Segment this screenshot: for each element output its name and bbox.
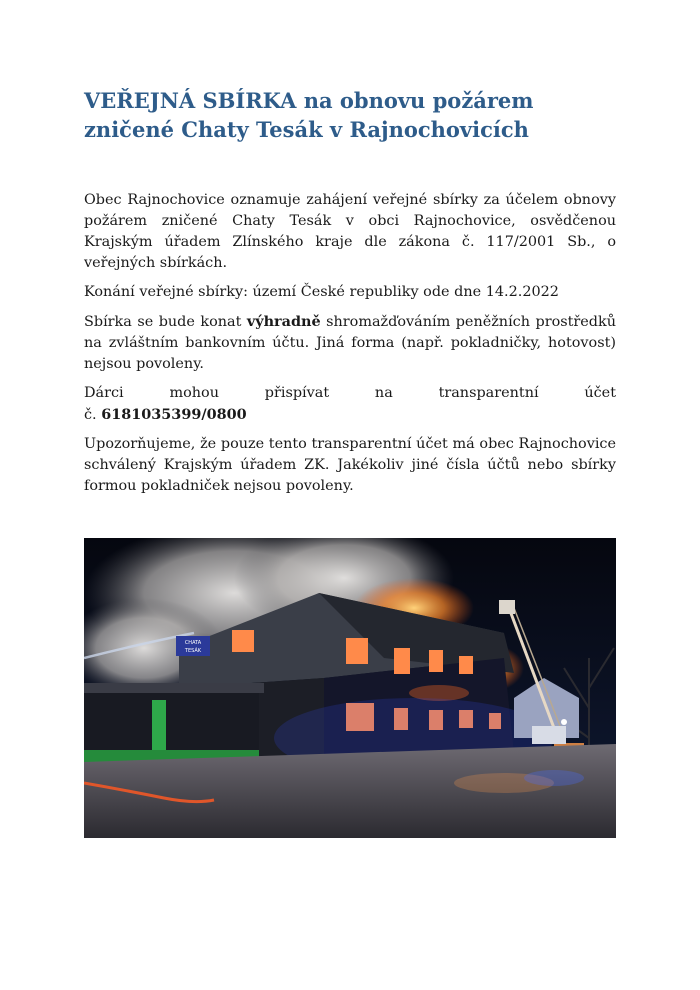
title-line-1: VEŘEJNÁ SBÍRKA na obnovu požárem: [84, 88, 534, 113]
sign-text-line-2: TESÁK: [184, 648, 202, 654]
donor-word: mohou: [169, 385, 219, 401]
donor-line: [84, 383, 616, 404]
fire-photo-illustration: [84, 538, 616, 838]
donor-word: Dárci: [84, 385, 124, 401]
title-line-2: zničené Chaty Tesák v Rajnochovicích: [84, 117, 529, 142]
donor-word: přispívat: [264, 385, 330, 401]
paragraph-collection-method: [84, 311, 616, 375]
method-text-after: shromažďováním peněžních prostředků na zvláštním bankovním účtu. Jiná forma (např. pokladničky, hotovost) nejsou povoleny.: [84, 314, 616, 372]
green-door: [152, 700, 166, 750]
paragraph-collection-scope: Konání veřejné sbírky: území České republiky ode dne 14.2.2022: [84, 284, 559, 300]
bank-account-number: 6181035399/0800: [101, 406, 247, 423]
donor-word: účet: [584, 385, 616, 401]
account-line: [84, 404, 616, 426]
donor-word: transparentní: [438, 385, 539, 401]
sign-text-line-1: CHATA: [184, 640, 202, 646]
account-prefix: č.: [84, 407, 102, 423]
method-emphasis: výhradně: [246, 313, 321, 330]
page-title: [84, 86, 624, 144]
paragraph-donors: [84, 383, 616, 426]
paragraph-announcement: Obec Rajnochovice oznamuje zahájení veřejné sbírky za účelem obnovy požárem zničené Chaty Tesák v obci Rajnochovice, osvědčenou Krajským úřadem Zlínského kraje dle zákona č. 117/2001 Sb., o veřejných sbírkách.: [84, 192, 616, 271]
method-text-before: Sbírka se bude konat: [84, 314, 247, 330]
paragraph-warning: Upozorňujeme, že pouze tento transparentní účet má obec Rajnochovice schválený Krajským úřadem ZK. Jakékoliv jiné čísla účtů nebo sbírky formou pokladniček nejsou povoleny.: [84, 436, 616, 494]
fire-photo: [84, 538, 616, 838]
announcement-body: [84, 190, 616, 505]
fire-truck: [532, 726, 566, 744]
ladder-basket: [499, 600, 515, 614]
donor-word: na: [374, 385, 393, 401]
